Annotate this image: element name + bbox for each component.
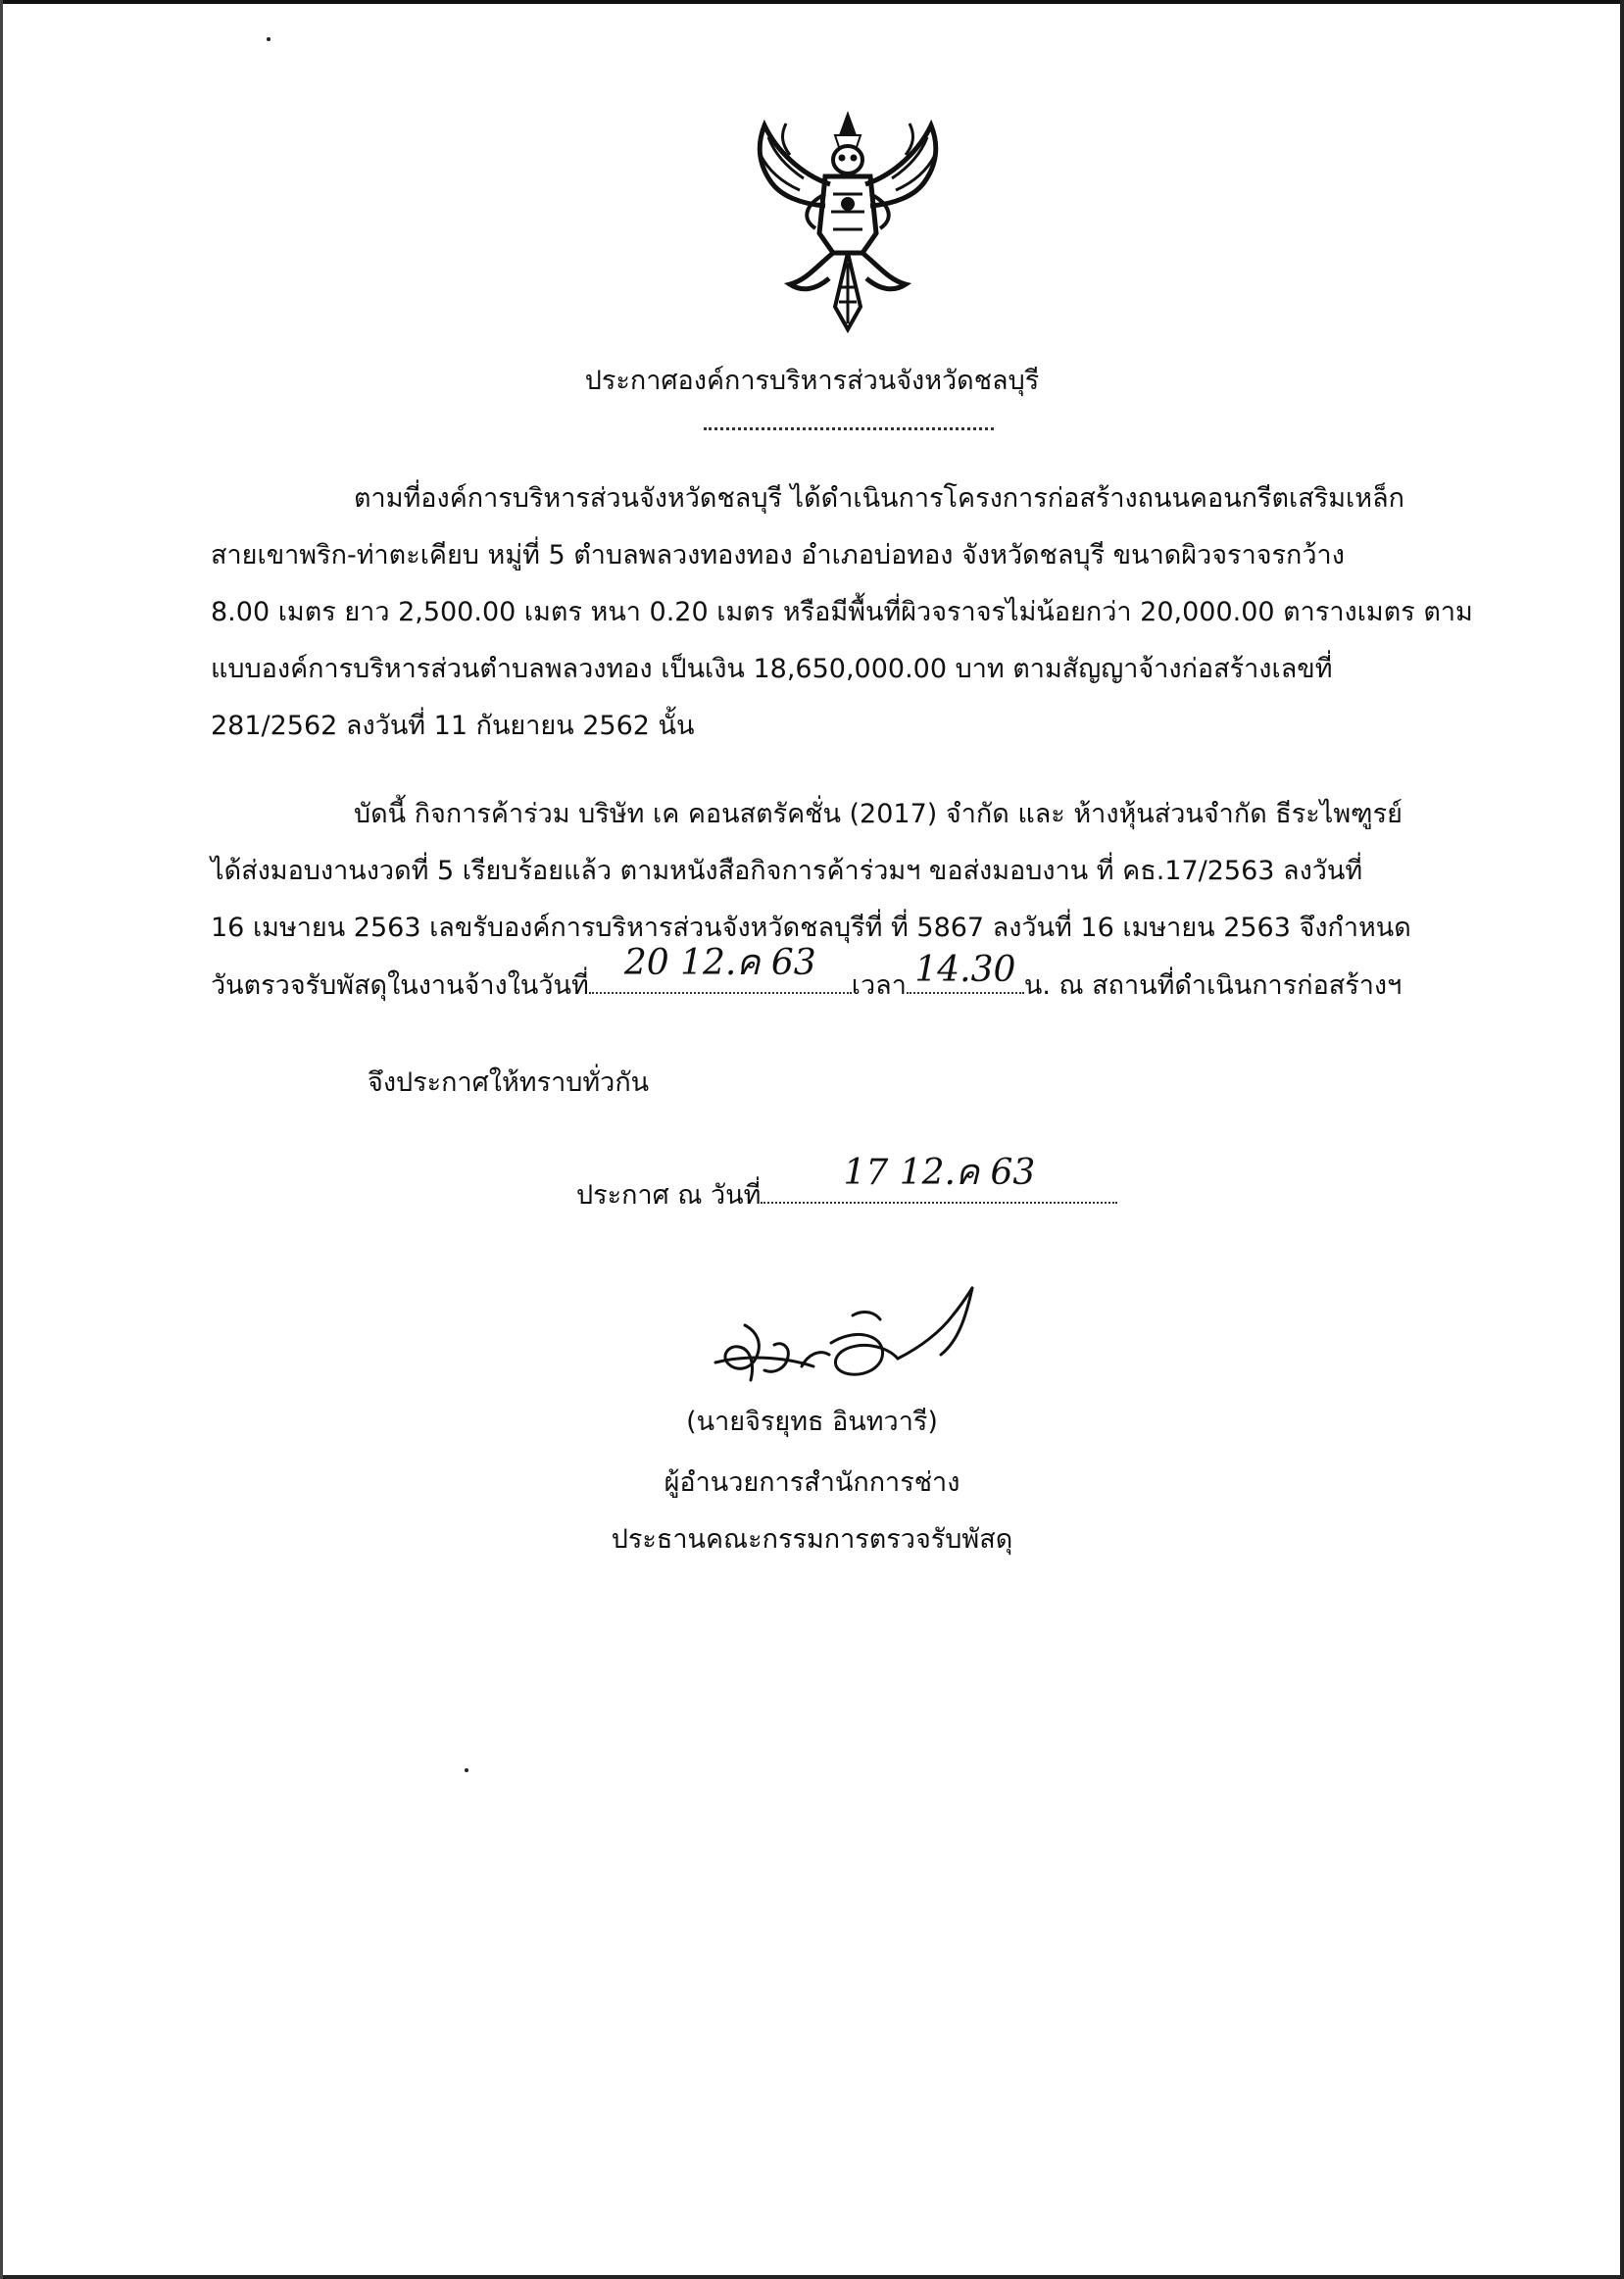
scan-edge-top [0,0,1624,4]
signatory-position: ผู้อำนวยการสำนักการช่าง [664,1467,960,1498]
inspection-time-field [907,950,1024,994]
paragraph1-line-3: 8.00 เมตร ยาว 2,500.00 เมตร หนา 0.20 เมตร หรือมีพื้นที่ผิวจราจรไม่น้อยกว่า 20,000.00 ตารางเมตร ตาม [211,597,1473,627]
paragraph1-line-5: 281/2562 ลงวันที่ 11 กันยายน 2562 นั้น [211,711,695,741]
paragraph2-line-2: ได้ส่งมอบงานงวดที่ 5 เรียบร้อยแล้ว ตามหนังสือกิจการค้าร่วมฯ ขอส่งมอบงาน ที่ คธ.17/2563 ลงวันที่ [211,856,1363,886]
inspection-date-field [589,943,852,994]
title-divider [704,427,994,430]
garuda-emblem-icon [747,106,949,339]
announce-line [576,1153,1624,1215]
paragraph2-line-1: บัดนี้ กิจการค้าร่วม บริษัท เค คอนสตรัคชั่น (2017) จำกัด และ ห้างหุ้นส่วนจำกัด ธีระไพฑูรย์ [354,799,1403,829]
announce-date-field [761,1153,1117,1204]
inspection-time-label: เวลา [851,970,907,1001]
inspection-prefix: วันตรวจรับพัสดุในงานจ้างในวันที่ [211,970,589,1001]
scan-speck [267,37,271,41]
scan-edge-left [0,0,3,2279]
inspection-date-handwritten: 20 12.ค 63 [623,943,816,983]
scan-edge-bottom [0,2275,1624,2279]
paragraph1-line-2: สายเขาพริก-ท่าตะเคียบ หมู่ที่ 5 ตำบลพลวงทองทอง อำเภอบ่อทอง จังหวัดชลบุรี ขนาดผิวจราจรกว้าง [211,540,1345,570]
signatory-name: (นายจิรยุทธ อินทวารี) [686,1407,938,1437]
handwritten-signature [706,1286,1009,1404]
inspection-line [211,943,1475,1006]
paragraph1-line-1: ตามที่องค์การบริหารส่วนจังหวัดชลบุรี ได้ดำเนินการโครงการก่อสร้างถนนคอนกรีตเสริมเหล็ก [354,483,1404,514]
announce-date-handwritten: 17 12.ค 63 [843,1153,1036,1193]
paragraph1-line-4: แบบองค์การบริหารส่วนตำบลพลวงทอง เป็นเงิน 18,650,000.00 บาท ตามสัญญาจ้างก่อสร้างเลขที่ [211,654,1333,684]
notice-text: จึงประกาศให้ทราบทั่วกัน [368,1067,650,1098]
announce-label: ประกาศ ณ วันที่ [576,1180,762,1211]
scan-edge-right [1620,0,1624,2279]
scan-speck [465,1768,468,1772]
document-title: ประกาศองค์การบริหารส่วนจังหวัดชลบุรี [584,366,1040,396]
paragraph2-line-3: 16 เมษายน 2563 เลขรับองค์การบริหารส่วนจังหวัดชลบุรีที่ ที่ 5867 ลงวันที่ 16 เมษายน 2563 จึงกำหนด [211,913,1411,943]
inspection-suffix: น. ณ สถานที่ดำเนินการก่อสร้างฯ [1023,970,1403,1001]
signatory-role: ประธานคณะกรรมการตรวจรับพัสดุ [611,1524,1013,1555]
inspection-time-handwritten: 14.30 [914,950,1016,990]
